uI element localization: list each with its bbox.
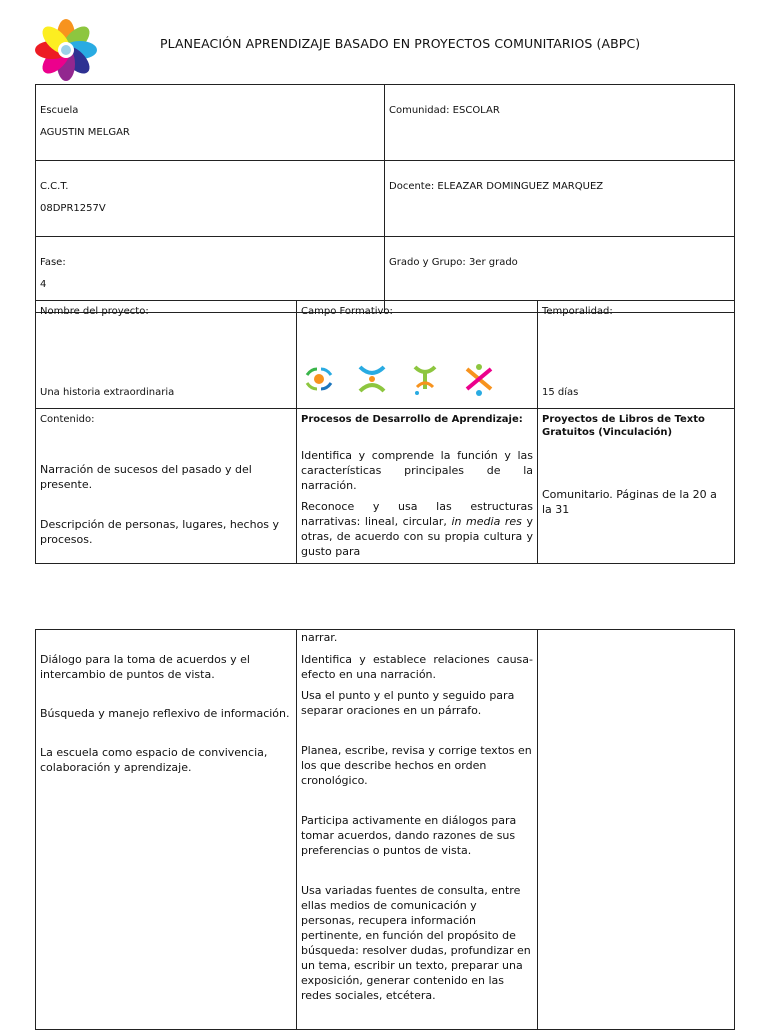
fase-value: 4 — [40, 279, 47, 290]
pda-cont: narrar. — [301, 631, 338, 644]
temporalidad-label: Temporalidad: — [542, 306, 613, 317]
escuela-label: Escuela — [40, 105, 79, 116]
escuela-value: AGUSTIN MELGAR — [40, 127, 130, 138]
page-title: PLANEACIÓN APRENDIZAJE BASADO EN PROYECTOS COMUNITARIOS (ABPC) — [160, 36, 641, 51]
contenido-item-1: Narración de sucesos del pasado y del presente. — [40, 463, 252, 491]
contenido-item-4: Búsqueda y manejo reflexivo de información. — [40, 707, 290, 720]
contenido-cont-cell — [36, 630, 297, 1030]
pda-item-7: Usa variadas fuentes de consulta, entre ellas medios de comunicación y personas, recupera información pertinente, en función del propósito de búsqueda: resolver dudas, profundizar en un tema, escribir un texto, preparar una exposición, generar contenido en las redes sociales, etcétera. — [301, 884, 531, 1002]
nombre-label: Nombre del proyecto: — [40, 306, 149, 317]
temporalidad-cell — [538, 301, 735, 409]
proyectos-cont-cell — [538, 630, 735, 1030]
proyectos-cell — [538, 409, 735, 564]
procesos-cont-cell — [297, 630, 538, 1030]
contenido-cell — [36, 409, 297, 564]
escuela-cell — [36, 85, 385, 161]
pda-item-1: Identifica y comprende la función y las características principales de la narración. — [301, 449, 533, 492]
docente-cell — [385, 161, 735, 237]
flower-logo-icon — [34, 18, 98, 82]
etica-icon — [407, 361, 443, 397]
docente-value: Docente: ELEAZAR DOMINGUEZ MARQUEZ — [389, 181, 604, 192]
fase-label: Fase: — [40, 257, 66, 268]
cct-label: C.C.T. — [40, 181, 69, 192]
comunidad-cell — [385, 85, 735, 161]
humano-icon — [461, 361, 497, 397]
nombre-cell — [36, 301, 297, 409]
grado-value: Grado y Grupo: 3er grado — [389, 257, 518, 268]
procesos-label: Procesos de Desarrollo de Aprendizaje: — [301, 414, 523, 425]
temporalidad-value: 15 días — [542, 387, 579, 398]
cct-cell — [36, 161, 385, 237]
nombre-value: Una historia extraordinaria — [40, 387, 175, 398]
pda-item-4: Usa el punto y el punto y seguido para separar oraciones en un párrafo. — [301, 689, 515, 717]
comunidad-value: Comunidad: ESCOLAR — [389, 105, 500, 116]
campo-cell — [297, 301, 538, 409]
pda-item-5: Planea, escribe, revisa y corrige textos en los que describe hechos en orden cronológico. — [301, 744, 532, 787]
pda-item-6: Participa activamente en diálogos para tomar acuerdos, dando razones de sus preferencias o puntos de vista. — [301, 814, 517, 857]
contenido-label: Contenido: — [40, 414, 95, 425]
project-table — [35, 300, 735, 564]
continuation-table — [35, 629, 735, 1030]
lenguajes-icon — [301, 361, 337, 397]
contenido-item-2: Descripción de personas, lugares, hechos y procesos. — [40, 518, 280, 546]
vinculacion-value: Comunitario. Páginas de la 20 a la 31 — [542, 488, 717, 516]
procesos-cell — [297, 409, 538, 564]
contenido-item-3: Diálogo para la toma de acuerdos y el intercambio de puntos de vista. — [40, 653, 250, 681]
saberes-icon — [354, 361, 390, 397]
pda-item-2: Reconoce y usa las estructuras narrativas: lineal, circular, in media res y otras, de acuerdo con su propia cultura y gusto para — [301, 500, 533, 558]
campo-label: Campo Formativo: — [301, 306, 393, 317]
school-info-table — [35, 84, 735, 313]
cct-value: 08DPR1257V — [40, 203, 106, 214]
pda-item-3: Identifica y establece relaciones causa-efecto en una narración. — [301, 653, 533, 681]
contenido-item-5: La escuela como espacio de convivencia, colaboración y aprendizaje. — [40, 746, 268, 774]
proyectos-label: Proyectos de Libros de Texto Gratuitos (Vinculación) — [542, 414, 705, 438]
